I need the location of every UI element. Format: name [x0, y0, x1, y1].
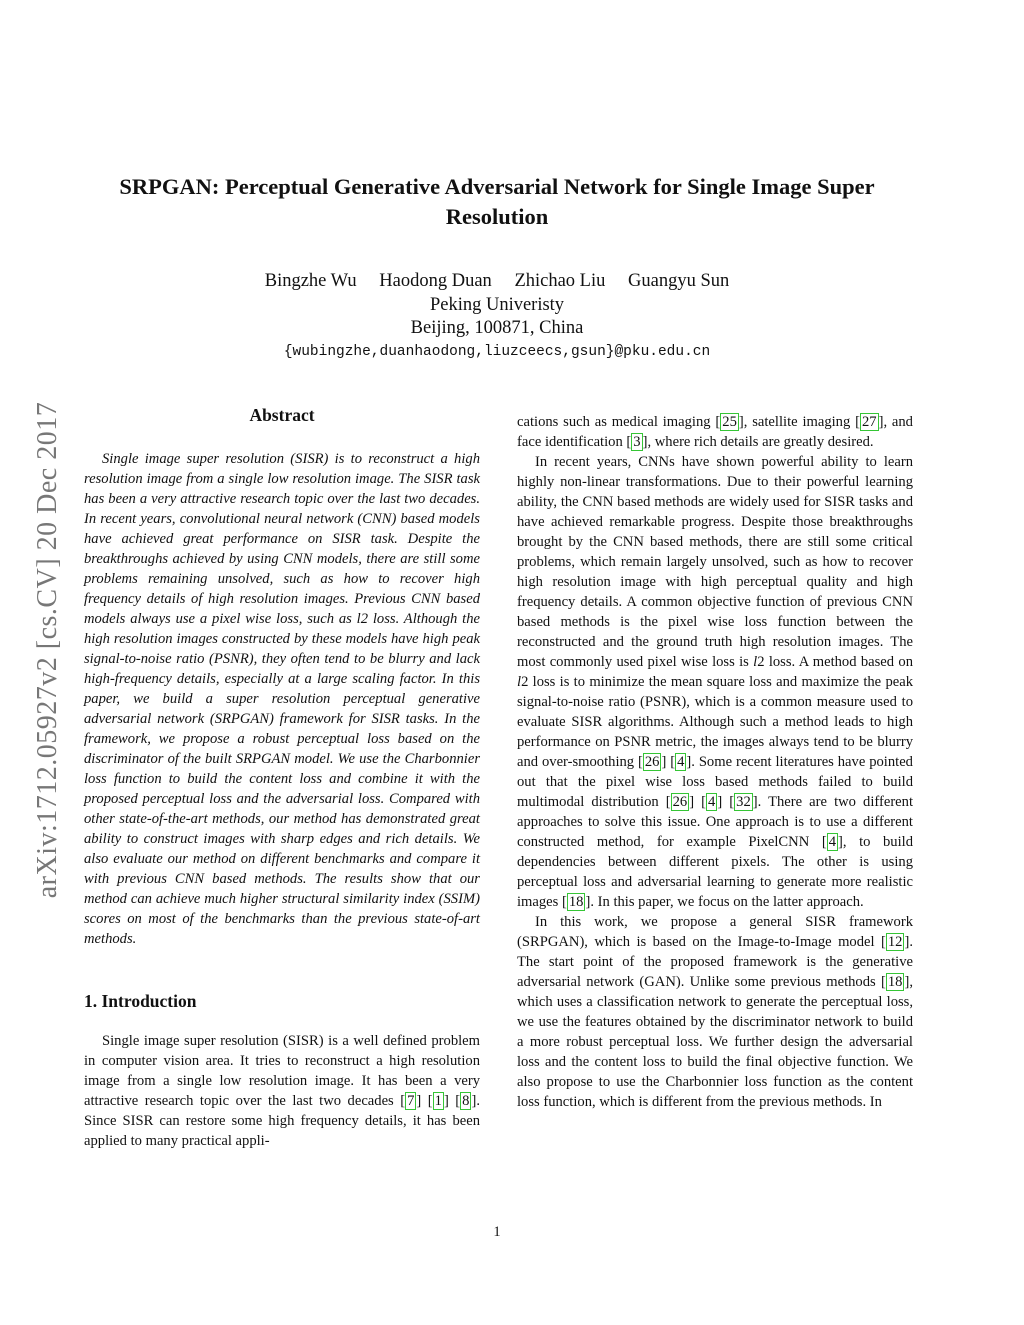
body-paragraph: cations such as medical imaging [ 25 ], satellite imaging [ 27 ], and face identification [ 3 ], where rich details are greatly desired. — [517, 414, 913, 450]
author-names — [90, 270, 904, 294]
page-number: 1 — [493, 1224, 501, 1240]
author-block — [90, 270, 904, 364]
body-paragraph: In this work, we propose a general SISR framework (SRPGAN), which is based on the Image-to-Image model [ 12 ]. The start point of the proposed framework is the generative adversarial network (GAN). Unlike some previous methods [ 18 ], which uses a classification network to generate the perceptual loss, we use the features obtained by the discriminator network to build a more robust perceptual loss. We further design the adversarial loss and the content loss to build the final objective function. We also propose to use the Charbonnier loss function as the content loss function, which is different from the previous methods. In — [517, 914, 913, 1110]
citation-link[interactable]: 8 — [462, 1093, 470, 1109]
citation-link[interactable]: 26 — [644, 754, 660, 770]
arxiv-identifier — [30, 350, 66, 950]
citation-link[interactable]: 4 — [708, 794, 716, 810]
citation-link[interactable]: 32 — [736, 794, 751, 810]
author-name: Bingzhe Wu — [264, 271, 357, 291]
author-name: Haodong Duan — [379, 271, 492, 291]
abstract-heading: Abstract — [249, 405, 315, 425]
affiliation: Peking Univeristy — [429, 294, 565, 315]
citation-link[interactable]: 7 — [407, 1093, 415, 1109]
citation-link[interactable]: 26 — [672, 794, 688, 810]
paper-title: SRPGAN: Perceptual Generative Adversarial Network for Single Image Super Resolution — [119, 174, 875, 229]
author-name: Guangyu Sun — [628, 271, 730, 291]
citation-link[interactable]: 27 — [861, 414, 877, 430]
citation-link[interactable]: 18 — [887, 974, 903, 990]
citation-link[interactable]: 18 — [568, 894, 584, 910]
citation-link[interactable]: 4 — [677, 754, 685, 770]
citation-link[interactable]: 3 — [633, 434, 641, 450]
arxiv-identifier-text: arXiv:1712.05927v2 [cs.CV] 20 Dec 2017 — [32, 401, 63, 899]
introduction-heading: 1. Introduction — [84, 991, 197, 1011]
abstract-body: Single image super resolution (SISR) is to reconstruct a high resolution image from a single low resolution image. The SISR task has been a very attractive research topic over the last two decades. In recent years, convolutional neural network (CNN) based models have achieved great performance on SISR task. Despite the breakthroughs achieved by using CNN models, there are still some problems remaining unsolved, such as how to recover high frequency details of high resolution images. Previous CNN based models always use a pixel wise loss, such as l2 loss. Although the high resolution images constructed by these models have high peak signal-to-noise ratio (PSNR), they often tend to be blurry and lack high-frequency details, especially at a large scaling factor. In this paper, we build a super resolution perceptual generative adversarial network (SRPGAN) framework for SISR tasks. In the framework, we propose a robust perceptual loss based on the discriminator of the built SRPGAN model. We use the Charbonnier loss function to build the content loss and combine it with the proposed perceptual loss and the adversarial loss. Compared with other state-of-the-art methods, our method has demonstrated great ability to construct images with sharp edges and rich details. We also evaluate our method on different benchmarks and compare it with previous CNN based methods. The results show that our method can achieve much higher structural similarity index (SSIM) scores on most of the benchmarks than the previous state-of-art methods. — [84, 451, 480, 947]
left-column — [84, 405, 480, 1151]
citation-link[interactable]: 4 — [828, 834, 836, 850]
body-paragraph: In recent years, CNNs have shown powerful ability to learn highly non-linear transformations. Due to their powerful learning ability, the CNN based methods are widely used for SISR tasks and have achieved remarkable progress. Despite those breakthroughs brought by the CNN based methods, there are still some critical problems, which remain largely unsolved, such as how to recover high resolution image with high perceptual quality and high frequency details. A common objective function of previous CNN based methods is the pixel wise loss function between the reconstructed and the ground truth high resolution images. The most commonly used pixel wise loss is l2 loss. A method based on l2 loss is to minimize the mean square loss and maximize the peak signal-to-noise ratio (PSNR), which is a common measure used to evaluate SISR algorithms. Although such a method leads to high performance on PSNR metric, the images always tend to be blurry and over-smoothing [ 26 ] [ 4 ]. Some recent literatures have pointed out that the pixel wise loss based methods failed to build multimodal distribution [ 26 ] [ 4 ] [ 32 ]. There are two different approaches to solve this issue. One approach is to use a different constructed method, for example PixelCNN [ 4 ], to build dependencies between different pixels. The other is using perceptual loss and adversarial learning to generate more realistic images [ 18 ]. In this paper, we focus on the latter approach. — [517, 454, 914, 910]
right-column — [517, 412, 913, 1112]
intro-paragraph: Single image super resolution (SISR) is a well defined problem in computer vision area. It tries to reconstruct a high resolution image from a single low resolution image. It has been a very attractive research topic over the last two decades [ 7 ] [ 1 ] [ 8 ]. Since SISR can restore some high frequency details, it has been applied to many practical appli- — [84, 1033, 480, 1149]
citation-link[interactable]: 25 — [722, 414, 737, 430]
address: Beijing, 100871, China — [410, 318, 584, 338]
author-name: Zhichao Liu — [514, 271, 606, 291]
email: {wubingzhe,duanhaodong,liuzceecs,gsun}@pku.edu.cn — [283, 343, 711, 360]
citation-link[interactable]: 12 — [887, 934, 903, 950]
citation-link[interactable]: 1 — [434, 1093, 442, 1109]
